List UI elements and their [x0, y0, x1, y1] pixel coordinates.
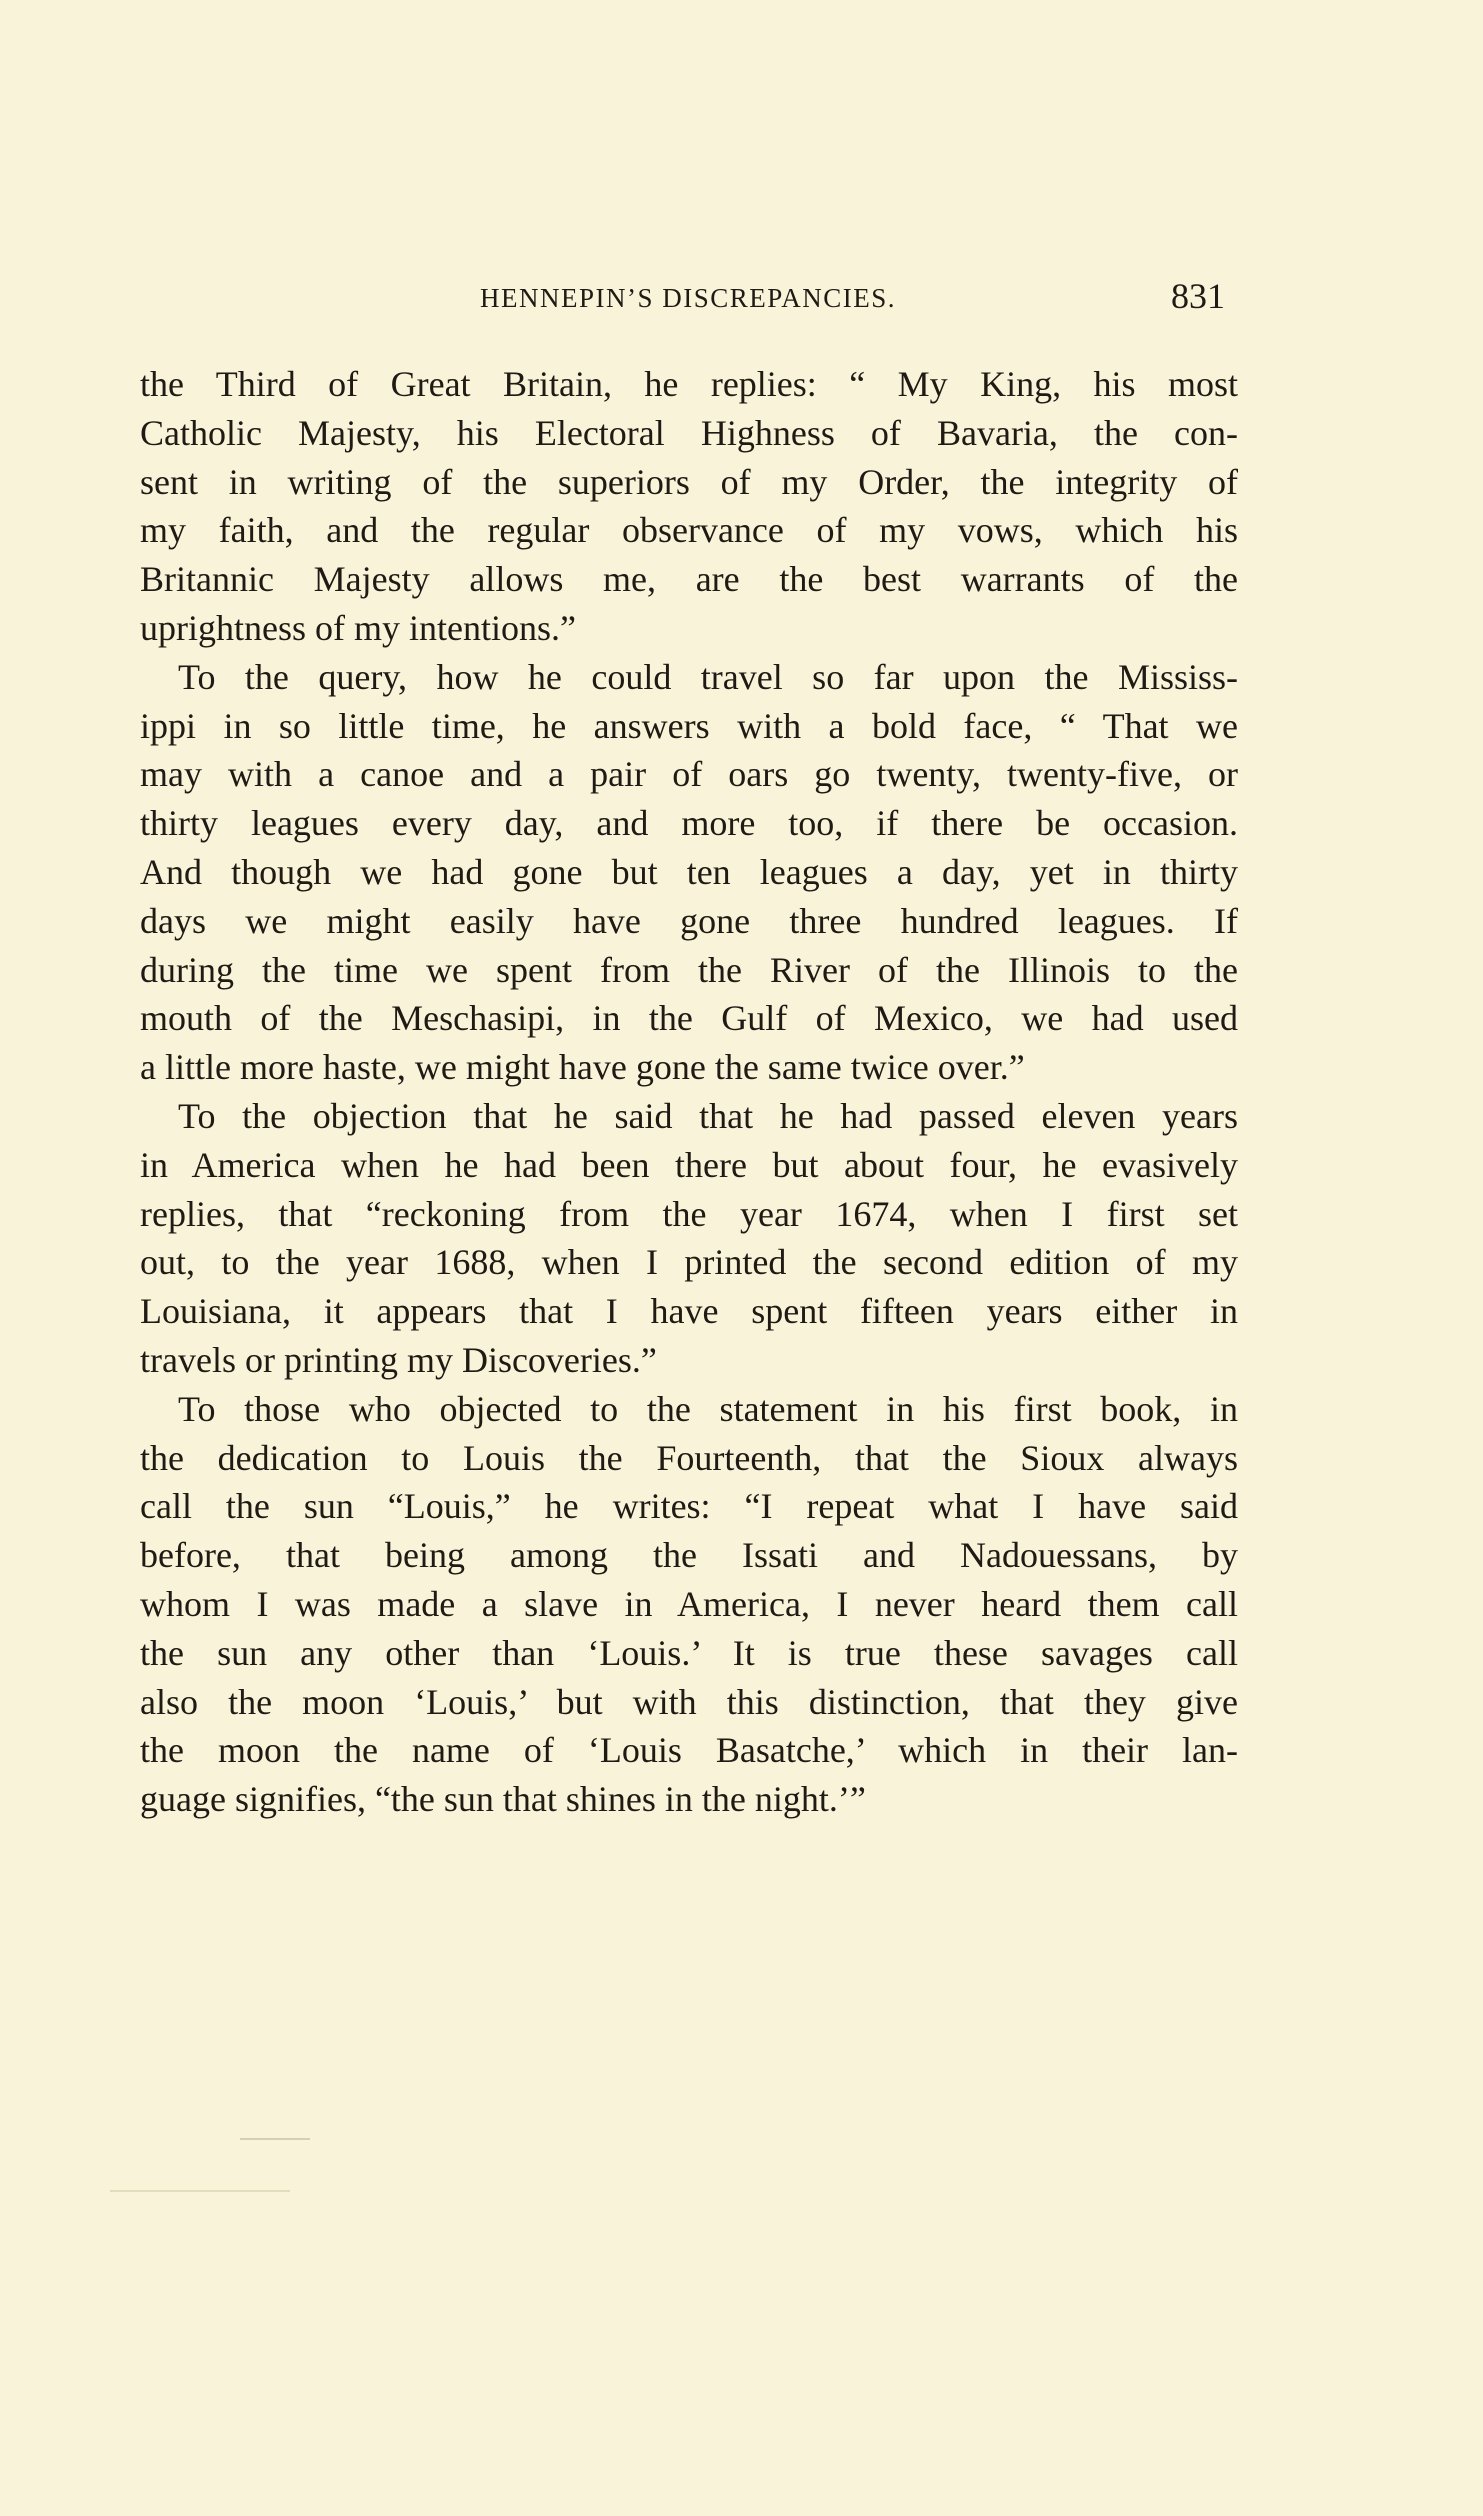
text-line: To those who objected to the statement in his first book, in	[178, 1388, 1238, 1429]
paragraph-2	[140, 653, 1238, 1092]
text-line: in America when he had been there but about four, he evasively	[140, 1144, 1238, 1185]
text-line: before, that being among the Issati and Nadouessans, by	[140, 1535, 1238, 1576]
text-line: the Third of Great Britain, he replies: “ My King, his most	[140, 364, 1238, 404]
text-line: mouth of the Meschasipi, in the Gulf of Mexico, we had used	[140, 998, 1238, 1039]
text-line: out, to the year 1688, when I printed the second edition of my	[140, 1242, 1238, 1283]
body-text	[140, 360, 1238, 1824]
paper-speck	[110, 2190, 290, 2192]
text-line: Catholic Majesty, his Electoral Highness of Bavaria, the con-	[140, 412, 1238, 453]
text-line: guage signifies, “the sun that shines in the night.’”	[140, 1779, 866, 1820]
paragraph-4	[140, 1385, 1238, 1824]
text-line: may with a canoe and a pair of oars go twenty, twenty-five, or	[140, 754, 1238, 795]
text-line: ippi in so little time, he answers with a bold face, “ That we	[140, 705, 1238, 746]
paragraph-3	[140, 1092, 1238, 1385]
text-line: travels or printing my Discoveries.”	[140, 1339, 657, 1380]
text-line: Louisiana, it appears that I have spent fifteen years either in	[140, 1291, 1238, 1332]
text-line: To the query, how he could travel so far upon the Mississ-	[178, 656, 1238, 697]
text-line: uprightness of my intentions.”	[140, 607, 576, 648]
text-line: call the sun “Louis,” he writes: “I repeat what I have said	[140, 1486, 1238, 1527]
text-line: To the objection that he said that he had passed eleven years	[178, 1095, 1238, 1136]
text-line: the sun any other than ‘Louis.’ It is true these savages call	[140, 1632, 1238, 1673]
text-line: Britannic Majesty allows me, are the best warrants of the	[140, 559, 1238, 600]
text-line: also the moon ‘Louis,’ but with this distinction, that they give	[140, 1681, 1238, 1722]
running-head	[140, 275, 1225, 325]
text-line: the dedication to Louis the Fourteenth, that the Sioux always	[140, 1437, 1238, 1478]
running-title: HENNEPIN’S DISCREPANCIES.	[480, 283, 897, 313]
paragraph-1	[140, 360, 1238, 653]
text-line: And though we had gone but ten leagues a day, yet in thirty	[140, 851, 1238, 892]
text-line: whom I was made a slave in America, I never heard them call	[140, 1583, 1238, 1624]
page-number: 831	[1171, 276, 1225, 316]
text-line: replies, that “reckoning from the year 1674, when I first set	[140, 1193, 1238, 1234]
text-line: days we might easily have gone three hundred leagues. If	[140, 900, 1238, 941]
text-line: during the time we spent from the River of the Illinois to the	[140, 949, 1238, 990]
text-line: the moon the name of ‘Louis Basatche,’ which in their lan-	[140, 1730, 1238, 1771]
text-line: sent in writing of the superiors of my Order, the integrity of	[140, 461, 1238, 502]
text-line: my faith, and the regular observance of my vows, which his	[140, 510, 1238, 551]
text-line: a little more haste, we might have gone the same twice over.”	[140, 1047, 1025, 1088]
text-line: thirty leagues every day, and more too, if there be occasion.	[140, 803, 1238, 844]
paper-speck	[240, 2138, 310, 2140]
